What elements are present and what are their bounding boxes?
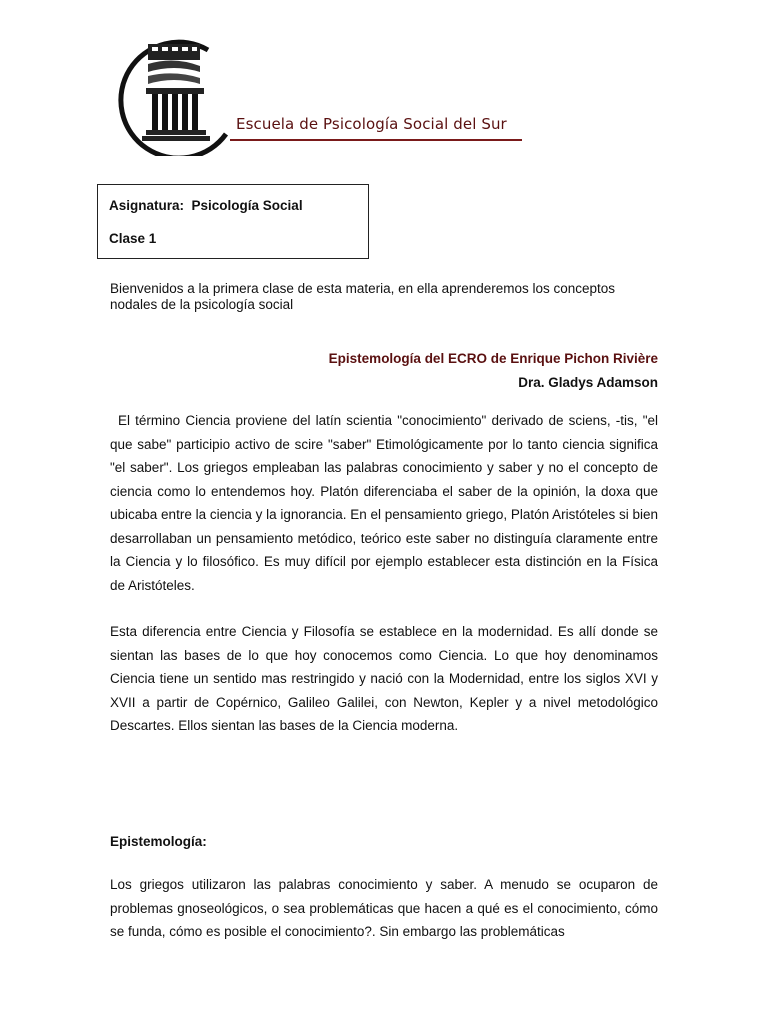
subject-label: Asignatura:	[109, 198, 185, 213]
paragraph-3: Los griegos utilizaron las palabras conocimiento y saber. A menudo se ocuparon de problemas gnoseológicos, o sea problemáticas que hacen a qué es el conocimiento, cómo se funda, cómo es posible el conocimiento?. Sin embargo las problemáticas	[110, 877, 658, 939]
school-name: Escuela de Psicología Social del Sur	[236, 115, 507, 133]
paragraph-2: Esta diferencia entre Ciencia y Filosofía se establece en la modernidad. Es allí donde se sientan las bases de lo que hoy conocemos como Ciencia. Lo que hoy denominamos Ciencia tiene un sentido mas restringido y nació con la Modernidad, entre los siglos XVI y XVII a partir de Copérnico, Galileo Galilei, con Newton, Kepler y a nivel metodológico Descartes. Ellos sientan las bases de la Ciencia moderna.	[110, 624, 658, 733]
article-author: Dra. Gladys Adamson	[518, 375, 658, 390]
section-title: Epistemología:	[110, 834, 207, 849]
school-logo	[108, 36, 528, 156]
article-title: Epistemología del ECRO de Enrique Pichon Rivière	[328, 351, 658, 366]
class-label: Clase 1	[109, 231, 157, 246]
subject-box	[97, 184, 369, 259]
paragraph-1: El término Ciencia proviene del latín scientia "conocimiento" derivado de sciens, -tis, "el que sabe" participio activo de scire "saber" Etimológicamente por lo tanto ciencia significa "el saber". Los griegos empleaban las palabras conocimiento y saber y no el concepto de ciencia como lo entendemos hoy. Platón diferenciaba el saber de la opinión, la doxa que ubicaba entre la ciencia y la ignorancia. En el pensamiento griego, Platón Aristóteles si bien desarrollaban un pensamiento metódico, teórico este saber no distinguía claramente entre la Ciencia y lo filosófico. Es muy difícil por ejemplo establecer esta distinción en la Física de Aristóteles.	[110, 413, 658, 593]
subject-row	[109, 198, 303, 213]
subject-value: Psicología Social	[191, 198, 303, 213]
intro-text: Bienvenidos a la primera clase de esta materia, en ella aprenderemos los conceptos nodales de la psicología social	[110, 281, 616, 312]
logo-underline	[230, 139, 522, 141]
column-film-logo-icon	[108, 36, 238, 156]
